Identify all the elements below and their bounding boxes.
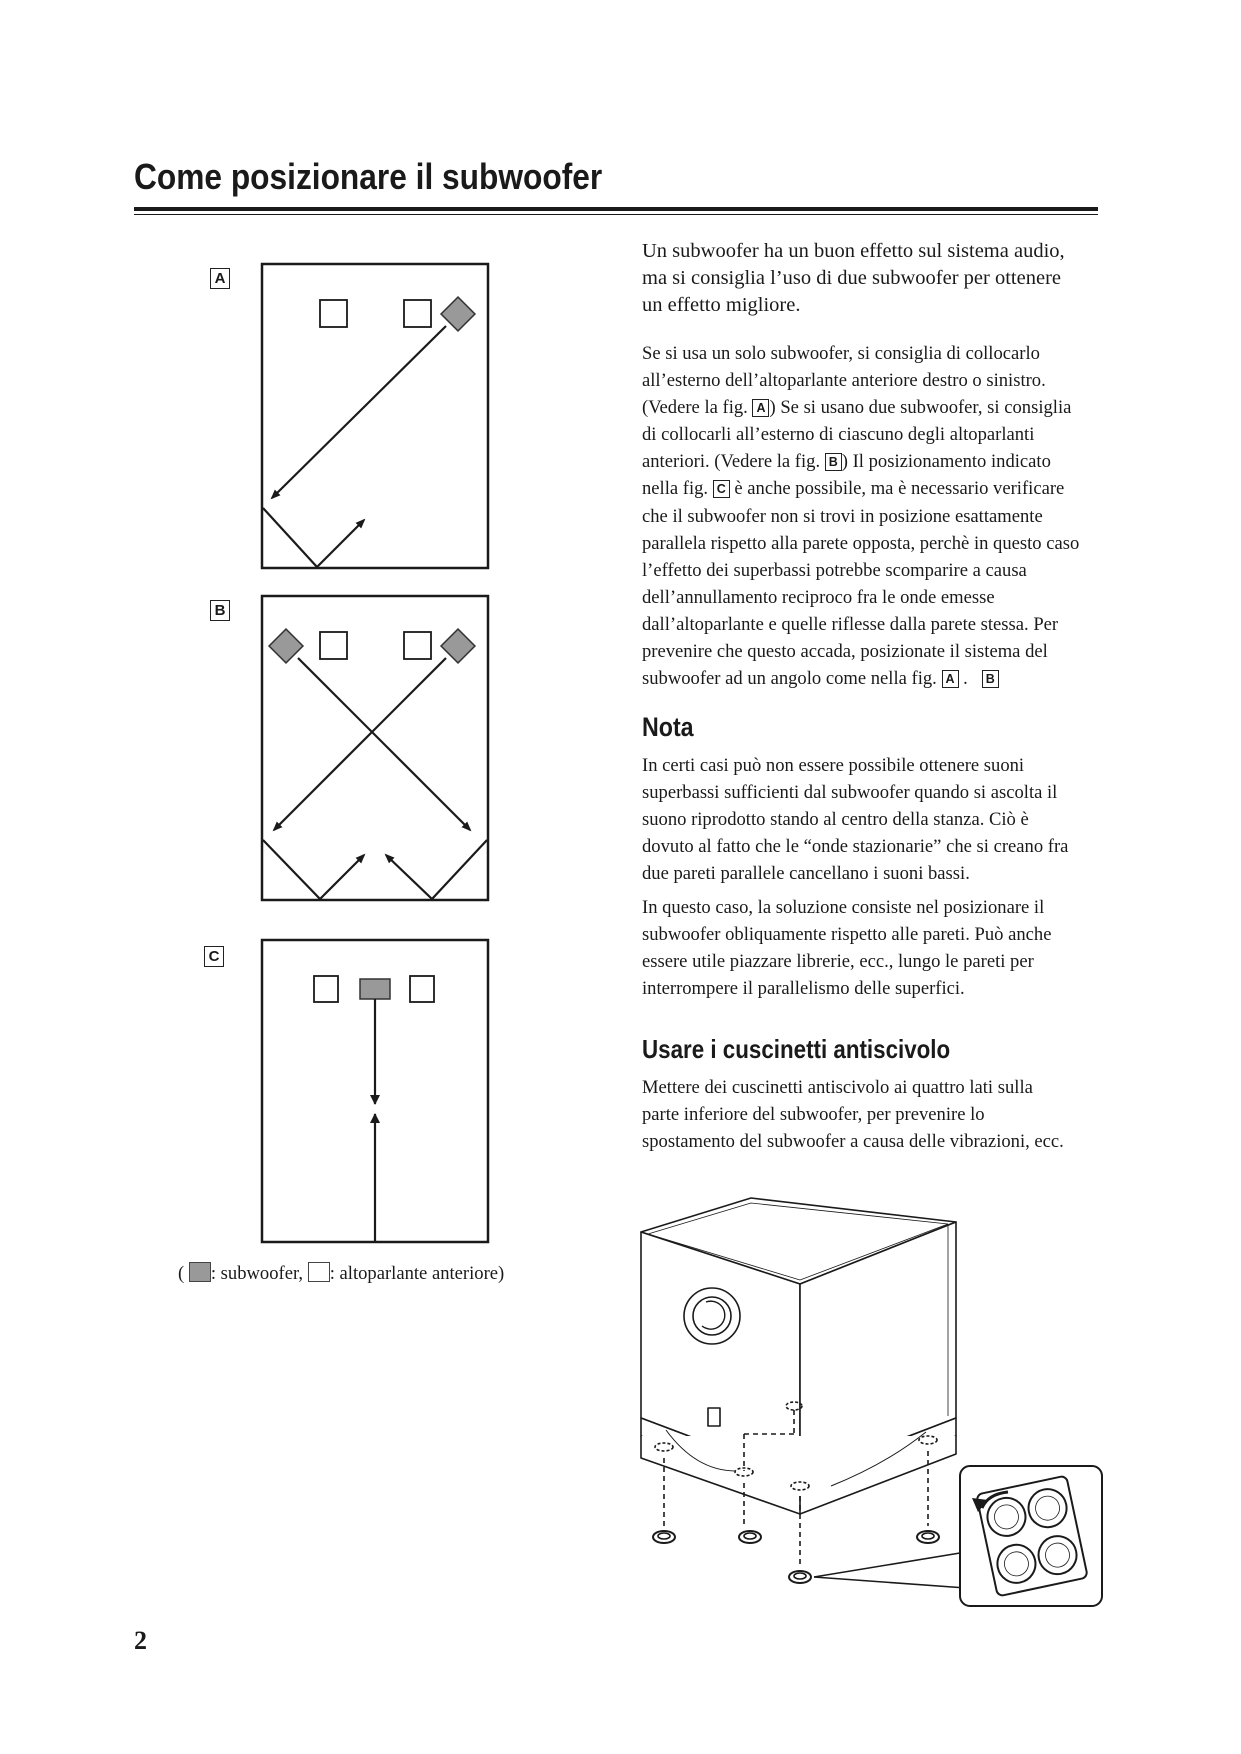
legend-speaker-swatch (308, 1262, 330, 1282)
figure-label-b: B (210, 600, 230, 621)
figure-label-a: A (210, 268, 230, 289)
placement-paragraph: Se si usa un solo subwoofer, si consiglia di collocarlo all’esterno dell’altoparlante anteriore destro o sinistro. (Vedere la fig. A ) Se si usano due subwoofer, si consiglia di collocarli all’esterno di ciascuno degli altoparlanti anteriori. (Vedere la fig. B ) Il posizionamento indicato nella fig. C è anche possibile, ma è necessario verificare che il subwoofer non si trovi in posizione esattamente parallela rispetto alla parete opposta, perchè in questo caso l’effetto dei superbassi potrebbe scomparire a causa dell’annullamento reciproco fra le onde emesse dall’altoparlante e quelle riflesse dalla parete stessa. Per prevenire che questo accada, posizionate il sistema del subwoofer ad un angolo come nella fig. A . B (642, 343, 1080, 690)
fig-ref-b-2: B (982, 670, 999, 688)
title-rule-thin (134, 214, 1098, 215)
nota-paragraph-1: In certi casi può non essere possibile ottenere suoni superbassi sufficienti dal subwoofer quando si ascolta il suono riprodotto stando al centro della stanza. Ciò è dovuto al fatto che le “onde stazionarie” che si creano fra due pareti parallele cancellano i suoni bassi. (642, 755, 1069, 885)
figure-a-diagram (260, 262, 492, 572)
figure-legend (178, 1262, 504, 1285)
legend-speaker-text: : altoparlante anteriore) (329, 1263, 505, 1284)
figure-b-diagram (260, 594, 492, 904)
nota-paragraph-2: In questo caso, la soluzione consiste nel posizionare il subwoofer obliquamente rispetto alle pareti. Può anche essere utile piazzare librerie, ecc., lungo le pareti per interrompere il parallelismo delle superfici. (642, 897, 1052, 1000)
page-title: Come posizionare il subwoofer (134, 156, 603, 197)
pads-paragraph: Mettere dei cuscinetti antiscivolo ai quattro lati sulla parte inferiore del subwoofer, per prevenire lo spostamento del subwoofer a causa delle vibrazioni, ecc. (642, 1077, 1064, 1153)
pads-heading: Usare i cuscinetti antiscivolo (642, 1034, 951, 1064)
fig-ref-b: B (825, 453, 842, 471)
nota-heading: Nota (642, 712, 694, 742)
subwoofer-pads-illustration (636, 1196, 1106, 1616)
intro-paragraph: Un subwoofer ha un buon effetto sul sistema audio, ma si consiglia l’uso di due subwoofer per ottenere un effetto migliore. (642, 240, 1065, 316)
fig-ref-c: C (713, 480, 730, 498)
figure-c-diagram (260, 938, 492, 1248)
figure-label-c: C (204, 946, 224, 967)
legend-subwoofer-text: : subwoofer, (210, 1263, 304, 1284)
fig-ref-a: A (752, 399, 769, 417)
legend-open-paren: ( (178, 1263, 185, 1284)
fig-ref-a-2: A (942, 670, 959, 688)
title-rule-thick (134, 207, 1098, 211)
page-number: 2 (134, 1626, 147, 1655)
legend-subwoofer-swatch (189, 1262, 211, 1282)
